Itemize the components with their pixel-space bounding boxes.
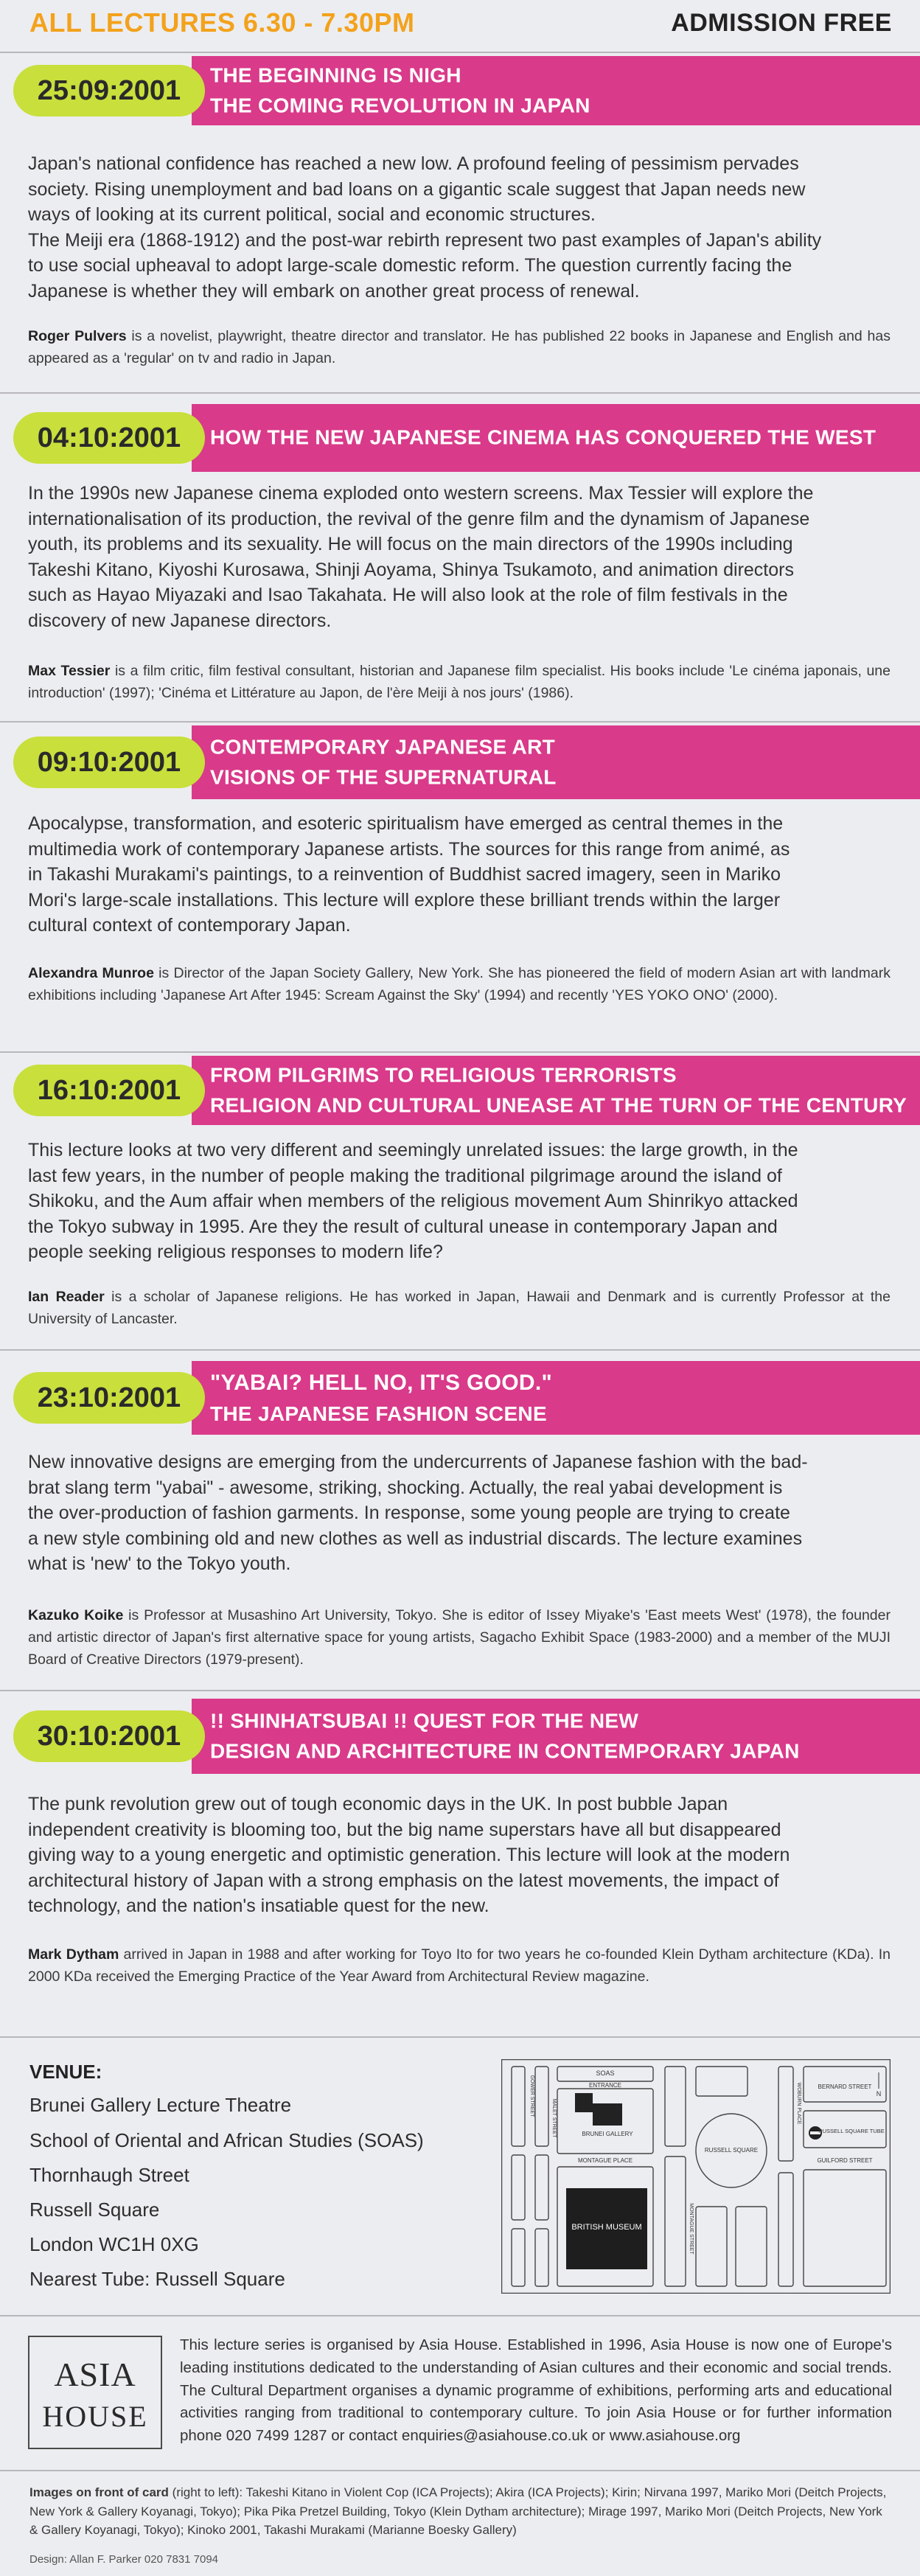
title-line-2: THE COMING REVOLUTION IN JAPAN — [210, 94, 590, 116]
lecture-title — [210, 60, 590, 120]
lecture-date: 25:09:2001 — [13, 65, 205, 116]
lecture-header — [0, 725, 920, 799]
body-line: in Takashi Murakami's paintings, to a reinvention of Buddhist sacred imagery, seen in Mariko — [28, 864, 781, 885]
title-line-2: RELIGION AND CULTURAL UNEASE AT THE TURN OF THE CENTURY — [210, 1093, 907, 1116]
speaker-name: Kazuko Koike — [28, 1607, 124, 1623]
divider — [0, 2036, 920, 2038]
body-line: what is 'new' to the Tokyo youth. — [28, 1553, 291, 1574]
title-line-1: "YABAI? HELL NO, IT'S GOOD." — [210, 1370, 553, 1395]
body-line: This lecture looks at two very different and seemingly unrelated issues: the large growth, in the — [28, 1140, 798, 1160]
divider — [0, 721, 920, 723]
map-label-montague-place: MONTAGUE PLACE — [577, 2157, 633, 2164]
body-line: discovery of new Japanese directors. — [28, 610, 332, 631]
lecture-description — [28, 1449, 891, 1577]
map-label-british-museum: BRITISH MUSEUM — [571, 2223, 642, 2232]
speaker-bio — [28, 1943, 891, 1988]
title-line-1: HOW THE NEW JAPANESE CINEMA HAS CONQUERED THE WEST — [210, 425, 877, 449]
body-line: giving way to a young energetic and optimistic generation. This lecture will look at the modern — [28, 1845, 790, 1865]
asia-house-logo — [28, 2336, 162, 2449]
about-text: This lecture series is organised by Asia House. Established in 1996, Asia House is now one of Europe's leading institutions dedicated to the understanding of Asian cultures and their economic and social trends. The Cultural Department organises a dynamic programme of exhibitions, performing arts and educational activities ranging from traditional to contemporary culture. To join Asia House or for further information phone 020 7499 1287 or contact enquiries@asiahouse.co.uk or www.asiahouse.org — [180, 2336, 892, 2444]
speaker-bio — [28, 1604, 891, 1671]
body-line: multimedia work of contemporary Japanese artists. The sources for this range from animé, as — [28, 838, 790, 860]
map-label-soas: SOAS — [596, 2069, 615, 2077]
location-map — [501, 2059, 891, 2294]
lecture-header — [0, 1361, 920, 1435]
map-label-gower-street: GOWER STREET — [529, 2075, 534, 2117]
speaker-name: Alexandra Munroe — [28, 965, 154, 981]
title-line-1: THE BEGINNING IS NIGH — [210, 63, 461, 87]
design-credit: Design: Allan F. Parker 020 7831 7094 — [29, 2553, 219, 2566]
lecture-title — [210, 423, 876, 453]
map-label-bernard-street: BERNARD STREET — [818, 2084, 872, 2090]
lecture-date: 04:10:2001 — [13, 412, 205, 464]
map-label-montague-street: MONTAGUE STREET — [689, 2203, 694, 2255]
logo-line-1: ASIA — [54, 2356, 136, 2393]
lecture-date: 30:10:2001 — [13, 1710, 205, 1762]
lecture-description — [28, 151, 891, 304]
lecture-date: 16:10:2001 — [13, 1065, 205, 1116]
map-label-guilford-street: GUILFORD STREET — [817, 2157, 873, 2164]
speaker-name: Ian Reader — [28, 1289, 105, 1305]
body-line: The punk revolution grew out of tough economic days in the UK. In post bubble Japan — [28, 1794, 728, 1814]
body-line: society. Rising unemployment and bad loans on a gigantic scale suggest that Japan needs new — [28, 178, 806, 200]
bio-text: arrived in Japan in 1988 and after working for Toyo Ito for two years he co-founded Klein Dytham architecture (KDa). In 2000 KDa received the Emerging Practice of the Year Award from Architectural Review magazine. — [28, 1946, 891, 1985]
speaker-name: Mark Dytham — [28, 1946, 119, 1963]
body-line: people seeking religious responses to modern life? — [28, 1242, 443, 1262]
body-line: Japanese is whether they will embark on another great process of renewal. — [28, 280, 640, 302]
body-line: cultural context of contemporary Japan. — [28, 915, 351, 936]
lecture-times: ALL LECTURES 6.30 - 7.30PM — [29, 7, 415, 38]
divider — [0, 1690, 920, 1691]
lecture-title — [210, 1706, 800, 1766]
body-line: In the 1990s new Japanese cinema exploded onto western screens. Max Tessier will explore the — [28, 483, 814, 504]
title-line-1: FROM PILGRIMS TO RELIGIOUS TERRORISTS — [210, 1063, 677, 1087]
lecture-header — [0, 1699, 920, 1774]
venue-line: Russell Square — [29, 2199, 160, 2221]
title-line-1: CONTEMPORARY JAPANESE ART — [210, 735, 555, 759]
venue-line: Nearest Tube: Russell Square — [29, 2268, 285, 2290]
map-label-woburn-place: WOBURN PLACE — [796, 2082, 801, 2125]
venue-line: Brunei Gallery Lecture Theatre — [29, 2094, 292, 2116]
map-label-russell-square: RUSSELL SQUARE — [704, 2147, 759, 2154]
speaker-name: Roger Pulvers — [28, 328, 127, 344]
image-credits — [29, 2483, 892, 2540]
body-line: technology, and the nation's insatiable quest for the new. — [28, 1896, 489, 1916]
body-line: The Meiji era (1868-1912) and the post-war rebirth represent two past examples of Japan's ability — [28, 229, 822, 251]
speaker-bio — [28, 962, 891, 1006]
lecture-description — [28, 811, 891, 939]
bio-text: is Director of the Japan Society Gallery, New York. She has pioneered the field of modern Asian art with landmark exhibitions including 'Japanese Art After 1945: Scream Against the Sky' (1994) and recently 'YES YOKO ONO' (2000). — [28, 965, 891, 1004]
credits-text: (right to left): Takeshi Kitano in Violent Cop (ICA Projects); Akira (ICA Projects); Kirin; Nirvana 1997, Mariko Mori (Deitch Projects, New York & Gallery Koyanagi, Tokyo); Pika Pika Pretzel Building, Tokyo (Klein Dytham architecture); Mirage 1997, Mariko Mori (Deitch Projects, New York & Gallery Koyanagi, Tokyo); Kinoko 2001, Takashi Murakami (Marianne Boesky Gallery) — [29, 2485, 887, 2537]
divider — [0, 2470, 920, 2471]
lecture-description — [28, 1792, 891, 1919]
body-line: architectural history of Japan with a strong emphasis on the latest movements, the impact of — [28, 1870, 779, 1891]
body-line: New innovative designs are emerging from the undercurrents of Japanese fashion with the bad- — [28, 1452, 808, 1472]
body-line: youth, its problems and its sexuality. He will focus on the main directors of the 1990s including — [28, 534, 793, 554]
divider — [0, 392, 920, 394]
body-line: such as Hayao Miyazaki and Isao Takahata. He will also look at the role of film festivals in the — [28, 585, 788, 605]
speaker-name: Max Tessier — [28, 663, 111, 679]
title-line-2: THE JAPANESE FASHION SCENE — [210, 1402, 547, 1425]
bio-text: is a film critic, film festival consultant, historian and Japanese film specialist. His books include 'Le cinéma japonais, une introduction' (1997); 'Cinéma et Littérature au Japon, de l'ère Meiji à nos jours' (1986). — [28, 663, 891, 702]
body-line: independent creativity is blooming too, but the big name superstars have all but disappeared — [28, 1819, 781, 1840]
speaker-bio — [28, 660, 891, 704]
lecture-title — [210, 1060, 907, 1120]
venue-line: School of Oriental and African Studies (SOAS) — [29, 2129, 424, 2151]
title-line-2: DESIGN AND ARCHITECTURE IN CONTEMPORARY JAPAN — [210, 1739, 800, 1762]
bio-text: is a scholar of Japanese religions. He has worked in Japan, Hawaii and Denmark and is currently Professor at the University of Lancaster. — [28, 1289, 891, 1328]
admission-note: ADMISSION FREE — [671, 9, 892, 37]
north-label: N — [876, 2090, 882, 2098]
lecture-header — [0, 404, 920, 472]
venue-line: Thornhaugh Street — [29, 2164, 189, 2186]
map-label-brunei: BRUNEI GALLERY — [582, 2131, 633, 2137]
map-label-malet-street: MALET STREET — [551, 2098, 557, 2138]
body-line: the Tokyo subway in 1995. Are they the result of cultural unease in contemporary Japan and — [28, 1216, 778, 1237]
title-line-2: VISIONS OF THE SUPERNATURAL — [210, 765, 557, 788]
lecture-title — [210, 1367, 552, 1429]
entrance-marker — [575, 2093, 593, 2112]
divider — [0, 52, 920, 53]
body-line: the over-production of fashion garments. In response, some young people are trying to create — [28, 1503, 790, 1523]
map-label-entrance: ENTRANCE — [588, 2082, 622, 2089]
body-line: to use social upheaval to adopt large-scale domestic reform. The question currently facing the — [28, 255, 792, 276]
title-line-1: !! SHINHATSUBAI !! QUEST FOR THE NEW — [210, 1709, 639, 1733]
lecture-description — [28, 481, 891, 633]
body-line: Mori's large-scale installations. This lecture will explore these brilliant trends within the larger — [28, 889, 781, 911]
map-label-tube: RUSSELL SQUARE TUBE — [818, 2128, 885, 2134]
lecture-header — [0, 56, 920, 125]
speaker-bio — [28, 325, 891, 369]
body-line: ways of looking at its current political, social and economic structures. — [28, 204, 596, 225]
speaker-bio — [28, 1286, 891, 1330]
bio-text: is Professor at Musashino Art University, Tokyo. She is editor of Issey Miyake's 'East meets West' (1978), the founder and artistic director of Japan's first alternative space for young artists, Sagacho Exhibit Space (1983-2000) and a member of the MUJI Board of Creative Directors (1979-present). — [28, 1607, 891, 1668]
body-line: Apocalypse, transformation, and esoteric spiritualism have emerged as central themes in the — [28, 813, 784, 834]
venue-line: London WC1H 0XG — [29, 2233, 199, 2255]
body-line: brat slang term "yabai" - awesome, striking, shocking. Actually, the real yabai development is — [28, 1477, 783, 1498]
body-line: Takeshi Kitano, Kiyoshi Kurosawa, Shinji Aoyama, Shinya Tsukamoto, and animation directors — [28, 559, 794, 580]
body-line: Shikoku, and the Aum affair when members of the religious movement Aum Shinrikyo attacked — [28, 1191, 798, 1211]
lecture-date: 23:10:2001 — [13, 1372, 205, 1424]
brunei-gallery-block — [593, 2103, 622, 2126]
bio-text: is a novelist, playwright, theatre director and translator. He has published 22 books in Japanese and English and has appeared as a 'regular' on tv and radio in Japan. — [28, 328, 891, 367]
divider — [0, 1349, 920, 1351]
lecture-title — [210, 732, 557, 792]
body-line: a new style combining old and new clothes as well as industrial discards. The lecture examines — [28, 1528, 803, 1549]
logo-line-2: HOUSE — [42, 2400, 148, 2433]
credits-label: Images on front of card — [29, 2485, 169, 2499]
body-line: internationalisation of its production, the revival of the genre film and the dynamism of Japanese — [28, 508, 810, 529]
body-line: last few years, in the number of people making the traditional pilgrimage around the island of — [28, 1165, 782, 1186]
divider — [0, 1051, 920, 1053]
divider — [0, 2315, 920, 2316]
lecture-description — [28, 1138, 891, 1265]
venue-heading: VENUE: — [29, 2061, 102, 2083]
lecture-date: 09:10:2001 — [13, 737, 205, 788]
lecture-header — [0, 1056, 920, 1125]
body-line: Japan's national confidence has reached a new low. A profound feeling of pessimism pervades — [28, 153, 799, 174]
top-bar — [0, 0, 920, 53]
